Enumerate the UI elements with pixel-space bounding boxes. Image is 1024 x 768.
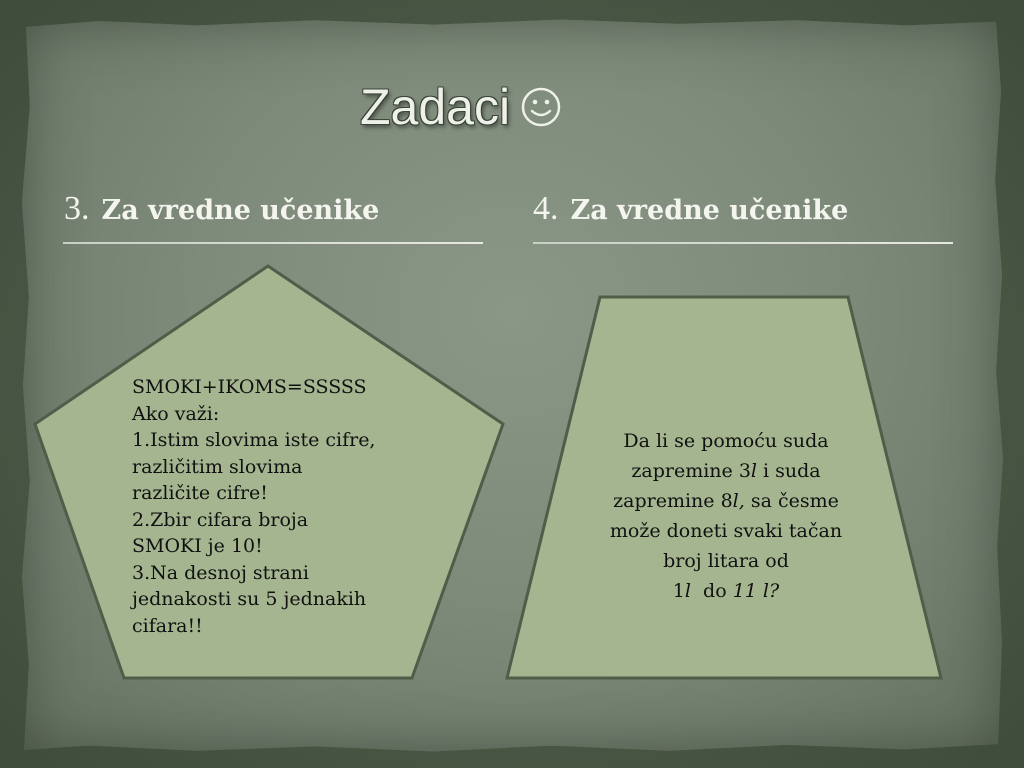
task4-line: zapremine 3l i suda (631, 460, 821, 482)
task3-line: Ako važi: (132, 402, 220, 425)
task3-line: različitim slovima (132, 455, 303, 478)
task4-line: broj litara od (663, 550, 789, 572)
task3-line: 1.Istim slovima iste cifre, (132, 429, 376, 451)
task3-line: SMOKI je 10! (132, 535, 263, 557)
task4-line: može doneti svaki tačan (609, 520, 843, 542)
task4-line: Da li se pomoću suda (623, 430, 829, 452)
task3-line: različite cifre! (132, 482, 268, 504)
task3-heading-text: Za vredne učenike (101, 195, 380, 226)
task3-content (132, 374, 412, 639)
task4-heading-text: Za vredne učenike (570, 195, 849, 226)
task3-line: 2.Zbir cifara broja (132, 508, 309, 531)
task4-line: zapremine 8l, sa česme (613, 490, 839, 512)
task4-content (576, 426, 876, 606)
task4-number: 4. (533, 190, 559, 227)
task3-line: jednakosti su 5 jednakih (132, 588, 367, 610)
task3-line: cifara!! (132, 614, 203, 637)
task3-line: 3.Na desnoj strani (132, 561, 309, 584)
task3-line: SMOKI+IKOMS=SSSSS (132, 376, 367, 398)
slide-title-text: Zadaci (360, 79, 511, 135)
task4-line: 1l do 11 l? (672, 580, 780, 602)
task3-number: 3. (64, 190, 90, 227)
